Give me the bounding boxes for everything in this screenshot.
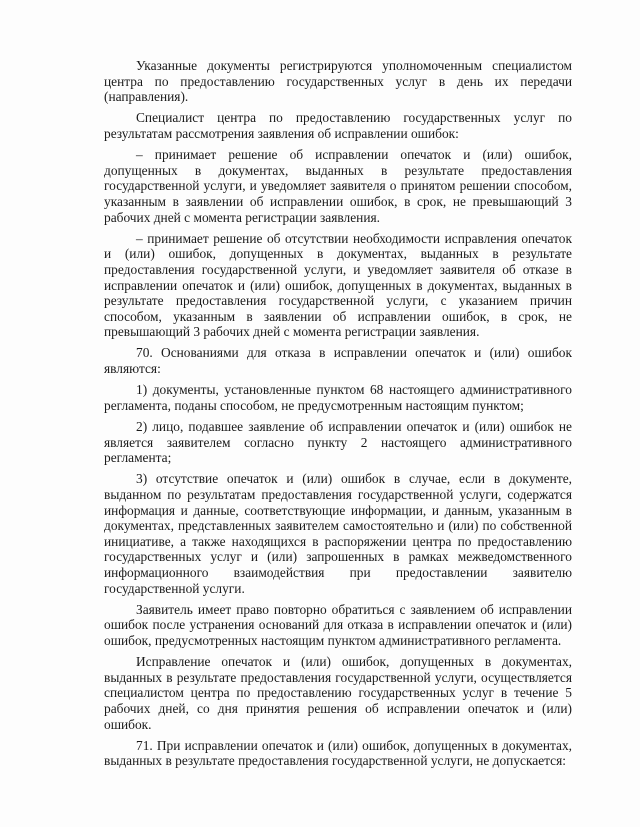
paragraph-item-70: 70. Основаниями для отказа в исправлении опечаток и (или) ошибок являются: bbox=[104, 345, 572, 377]
document-body bbox=[104, 58, 572, 774]
paragraph-reapply: Заявитель имеет право повторно обратиться с заявлением об исправлении ошибок после устранения оснований для отказа в исправлении опечаток и (или) ошибок, предусмотренных настоящим пунктом административного регламента. bbox=[104, 601, 572, 648]
paragraph-item-71: 71. При исправлении опечаток и (или) ошибок, допущенных в документах, выданных в результате предоставления государственной услуги, не допускается: bbox=[104, 737, 572, 769]
paragraph-decision-refuse: – принимает решение об отсутствии необходимости исправления опечаток и (или) ошибок, допущенных в документах, выданных в результате предоставления государственной услуги, и уведомляет заявителя об отказе в исправлении опечаток и (или) ошибок, допущенных в документах, выданных в результате предоставления государственной услуги, с указанием причин способом, указанным в заявлении об исправлении ошибок, в срок, не превышающий 3 рабочих дней с момента регистрации заявления. bbox=[104, 230, 572, 340]
paragraph-specialist-review: Специалист центра по предоставлению государственных услуг по результатам рассмотрения заявления об исправлении ошибок: bbox=[104, 110, 572, 141]
paragraph-correction-term: Исправление опечаток и (или) ошибок, допущенных в документах, выданных в результате предоставления государственной услуги, осуществляется специалистом центра по предоставлению государственных услуг в течение 5 рабочих дней, со дня принятия решения об исправлении опечаток и (или) ошибок. bbox=[104, 654, 572, 732]
paragraph-ground-2: 2) лицо, подавшее заявление об исправлении опечаток и (или) ошибок не является заявителем согласно пункту 2 настоящего административного регламента; bbox=[104, 419, 572, 466]
paragraph-registration: Указанные документы регистрируются уполномоченным специалистом центра по предоставлению государственных услуг в день их передачи (направления). bbox=[104, 58, 572, 105]
paragraph-decision-correct: – принимает решение об исправлении опечаток и (или) ошибок, допущенных в документах, выданных в результате предоставления государственной услуги, и уведомляет заявителя о принятом решении способом, указанным в заявлении об исправлении ошибок, в срок, не превышающий 3 рабочих дней с момента регистрации заявления. bbox=[104, 147, 572, 225]
paragraph-ground-1: 1) документы, установленные пунктом 68 настоящего административного регламента, поданы способом, не предусмотренным настоящим пунктом; bbox=[104, 382, 572, 413]
paragraph-ground-3: 3) отсутствие опечаток и (или) ошибок в случае, если в документе, выданном по результатам предоставления государственной услуги, содержатся информация и данные, соответствующие информации, и данным, указанным в документах, представленных заявителем самостоятельно и (или) по собственной инициативе, а также находящихся в распоряжении центра по предоставлению государственных услуг и (или) запрошенных в рамках межведомственного информационного взаимодействия при предоставлении заявителю государственной услуги. bbox=[104, 471, 572, 596]
